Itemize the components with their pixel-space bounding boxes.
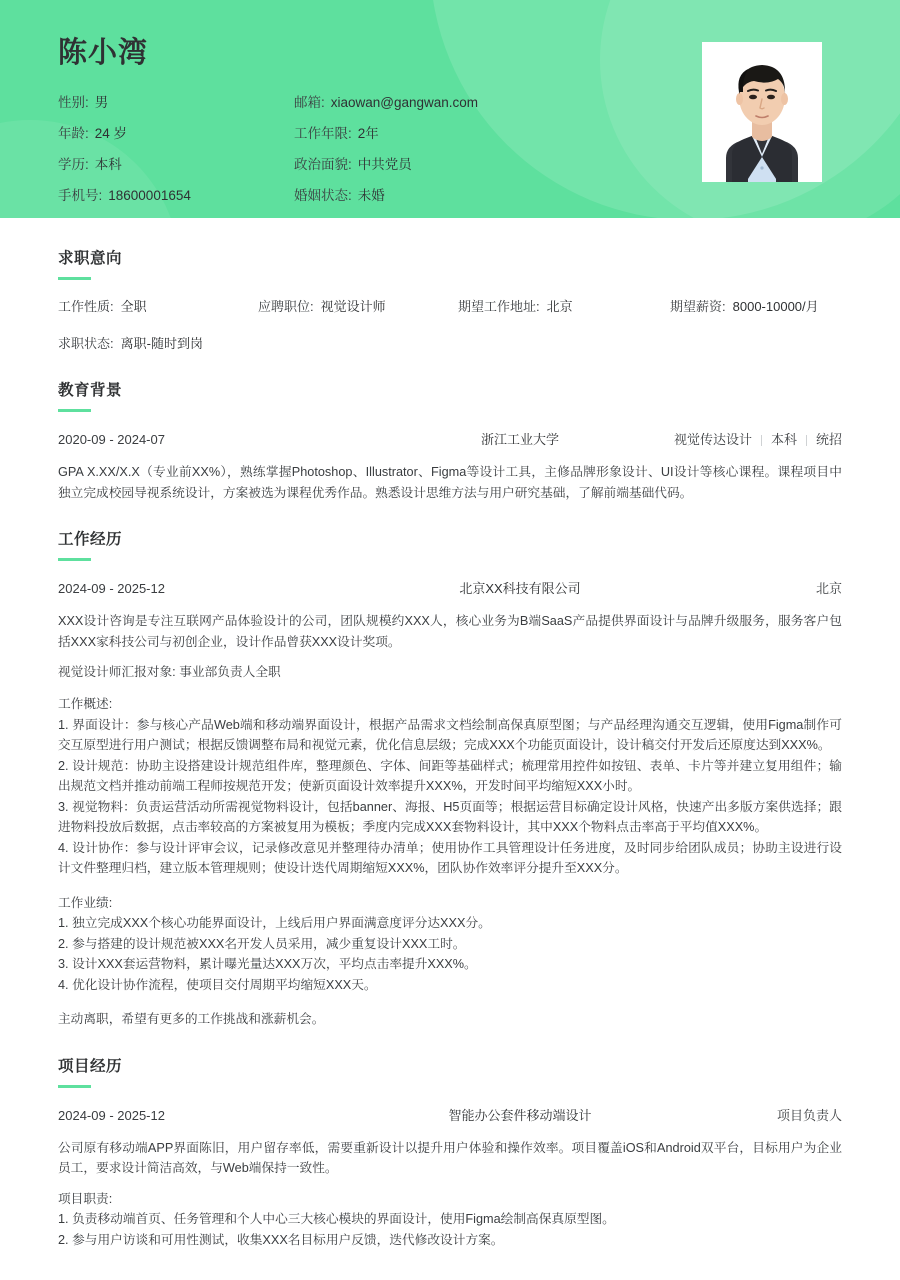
project-duty-item: 1. 负责移动端首页、任务管理和个人中心三大核心模块的界面设计，使用Figma绘制高保真原型图。 bbox=[58, 1212, 615, 1226]
project-duty-title: 项目职责: bbox=[58, 1191, 113, 1206]
resume-content bbox=[0, 218, 900, 1280]
work-overview-title: 工作概述: bbox=[58, 697, 113, 711]
work-achievement-item: 2. 参与搭建的设计规范被XXX名开发人员采用，减少重复设计XXX工时。 bbox=[58, 936, 466, 951]
section-underline bbox=[58, 1085, 91, 1088]
info-political-status-label: 政治面貌: bbox=[294, 156, 352, 172]
work-overview-item: 1. 界面设计：参与核心产品Web端和移动端界面设计，根据产品需求文档绘制高保真原型图；与产品经理沟通交互逻辑，使用Figma制作可交互原型进行用户测试；根据反馈调整布局和视觉元素，优化信息层级；完成XXX个功能页面设计，设计稿交付开发后还原度达到XXX%。 bbox=[58, 717, 842, 752]
education-tag-admission: 统招 bbox=[815, 432, 842, 447]
work-overview-item: 2. 设计规范：协助主设搭建设计规范组件库，整理颜色、字体、间距等基础样式；梳理常用控件如按钮、表单、卡片等并建立复用组件；输出规范文档并推动前端工程师按规范开发；使新页面设计效率提升XXX%，开发时间平均缩短XXX小时。 bbox=[58, 758, 842, 793]
candidate-name: 陈小湾 bbox=[58, 37, 149, 69]
intent-status bbox=[58, 334, 258, 354]
section-title-project-experience: 项目经历 bbox=[58, 1057, 123, 1075]
work-date: 2024-09 - 2025-12 bbox=[58, 581, 165, 596]
info-phone-label: 手机号: bbox=[58, 187, 103, 203]
work-entry-head bbox=[58, 578, 842, 600]
education-school: 浙江工业大学 bbox=[480, 432, 559, 447]
intent-status-value: 离职-随时到岗 bbox=[120, 336, 203, 351]
info-political-status bbox=[294, 155, 678, 175]
intent-status-label: 求职状态: bbox=[58, 336, 114, 351]
education-description: GPA X.XX/X.X（专业前XX%），熟练掌握Photoshop、Illustrator、Figma等设计工具，主修品牌形象设计、UI设计等核心课程。课程项目中独立完成校园导视系统设计，方案被选为课程优秀作品。熟悉设计思维方法与用户研究基础，了解前端基础代码。 bbox=[58, 465, 842, 500]
info-email bbox=[294, 93, 678, 113]
section-underline bbox=[58, 409, 91, 412]
work-meta-role: 视觉设计师 bbox=[58, 665, 122, 679]
info-phone-value: 18600001654 bbox=[108, 187, 191, 203]
intent-location-label: 期望工作地址: bbox=[458, 299, 540, 314]
intent-job-type-value: 全职 bbox=[120, 299, 147, 314]
section-project-experience bbox=[58, 1030, 842, 1251]
work-meta-report-to: 汇报对象: 事业部负责人 bbox=[121, 665, 256, 679]
info-experience-years bbox=[294, 124, 678, 144]
info-marital-status-value: 未婚 bbox=[357, 187, 385, 203]
tag-separator bbox=[806, 435, 807, 446]
section-underline bbox=[58, 558, 91, 561]
info-email-label: 邮箱: bbox=[294, 94, 325, 110]
intent-position-label: 应聘职位: bbox=[258, 299, 314, 314]
project-entry-head bbox=[58, 1105, 842, 1127]
info-email-value: xiaowan@gangwan.com bbox=[330, 94, 479, 110]
education-tag-degree: 本科 bbox=[770, 432, 797, 447]
candidate-photo bbox=[702, 42, 822, 182]
work-company-intro: XXX设计咨询是专注互联网产品体验设计的公司，团队规模约XXX人，核心业务为B端SaaS产品提供界面设计与品牌升级服务，服务客户包括XXX家科技公司与初创企业，设计作品曾获XXX设计奖项。 bbox=[58, 614, 842, 649]
resume-header bbox=[0, 0, 900, 218]
info-gender bbox=[58, 93, 294, 113]
work-overview-item: 4. 设计协作：参与设计评审会议，记录修改意见并整理待办清单；使用协作工具管理设计任务进度，及时同步给团队成员；协助主设进行设计文件整理归档，建立版本管理规则；使设计迭代周期缩短XXX%，团队协作效率评分提升至XXX分。 bbox=[58, 840, 842, 875]
info-marital-status-label: 婚姻状态: bbox=[294, 187, 352, 203]
work-achievement-item: 3. 设计XXX套运营物料，累计曝光量达XXX万次，平均点击率提升XXX%。 bbox=[58, 957, 477, 971]
work-company: 北京XX科技有限公司 bbox=[459, 581, 581, 596]
section-title-job-intention: 求职意向 bbox=[58, 250, 123, 267]
personal-info-grid bbox=[58, 93, 678, 206]
education-entry-head bbox=[58, 429, 842, 451]
section-job-intention bbox=[58, 218, 842, 354]
project-date: 2024-09 - 2025-12 bbox=[58, 1107, 165, 1123]
portrait-illustration bbox=[702, 42, 822, 182]
job-intention-row-1 bbox=[58, 297, 842, 317]
section-title-education: 教育背景 bbox=[58, 382, 123, 399]
work-meta-line bbox=[58, 662, 842, 682]
info-experience-years-label: 工作年限: bbox=[294, 125, 352, 141]
info-age bbox=[58, 124, 294, 144]
info-age-label: 年龄: bbox=[58, 125, 89, 141]
project-name: 智能办公套件移动端设计 bbox=[448, 1107, 592, 1123]
intent-position-value: 视觉设计师 bbox=[320, 299, 386, 314]
education-tag-major: 视觉传达设计 bbox=[673, 432, 752, 447]
work-meta-job-type: 全职 bbox=[255, 665, 281, 679]
work-achievement-item: 4. 优化设计协作流程，使项目交付周期平均缩短XXX天。 bbox=[58, 977, 377, 992]
intent-job-type bbox=[58, 297, 258, 317]
info-gender-value: 男 bbox=[94, 94, 109, 110]
section-work-experience bbox=[58, 503, 842, 1030]
intent-salary-value: 8000-10000/月 bbox=[732, 299, 819, 314]
info-age-value: 24 岁 bbox=[94, 125, 128, 141]
info-degree-label: 学历: bbox=[58, 156, 89, 172]
work-achievement-title: 工作业绩: bbox=[58, 895, 113, 910]
education-tag-list bbox=[674, 429, 842, 451]
info-marital-status bbox=[294, 186, 678, 206]
section-underline bbox=[58, 277, 91, 280]
project-name-wrap bbox=[398, 1105, 642, 1127]
education-school-wrap bbox=[398, 429, 642, 451]
section-education bbox=[58, 354, 842, 503]
intent-salary-label: 期望薪资: bbox=[670, 299, 726, 314]
info-political-status-value: 中共党员 bbox=[357, 156, 412, 172]
work-achievement-item: 1. 独立完成XXX个核心功能界面设计，上线后用户界面满意度评分达XXX分。 bbox=[58, 916, 491, 930]
work-overview-item: 3. 视觉物料：负责运营活动所需视觉物料设计，包括banner、海报、H5页面等；根据运营目标确定设计风格，快速产出多版方案供选择；跟进物料投放后数据，点击率较高的方案被复用为模板；季度内完成XXX套物料设计，其中XXX个物料点击率高于平均值XXX%。 bbox=[58, 799, 842, 834]
project-background: 公司原有移动端APP界面陈旧，用户留存率低，需要重新设计以提升用户体验和操作效率。项目覆盖iOS和Android双平台，目标用户为企业员工，要求设计简洁高效，与Web端保持一致性。 bbox=[58, 1140, 842, 1175]
intent-position bbox=[258, 297, 458, 317]
info-experience-years-value: 2年 bbox=[357, 125, 379, 141]
intent-job-type-label: 工作性质: bbox=[58, 299, 114, 314]
work-company-wrap bbox=[398, 578, 642, 600]
intent-location-value: 北京 bbox=[546, 299, 573, 314]
info-phone bbox=[58, 186, 294, 206]
info-degree-value: 本科 bbox=[94, 156, 122, 172]
education-date: 2020-09 - 2024-07 bbox=[58, 432, 165, 447]
project-duty-block bbox=[58, 1189, 842, 1251]
intent-salary bbox=[670, 297, 819, 317]
education-tags bbox=[642, 429, 842, 451]
section-title-work-experience: 工作经历 bbox=[58, 531, 123, 548]
work-overview-block bbox=[58, 694, 842, 879]
info-gender-label: 性别: bbox=[58, 94, 89, 110]
tag-separator bbox=[761, 435, 762, 446]
intent-location bbox=[458, 297, 670, 317]
work-achievement-block bbox=[58, 893, 842, 996]
project-duty-item: 2. 参与用户访谈和可用性测试，收集XXX名目标用户反馈，迭代修改设计方案。 bbox=[58, 1232, 504, 1247]
work-leave-reason: 主动离职，希望有更多的工作挑战和涨薪机会。 bbox=[58, 1012, 325, 1026]
project-role: 项目负责人 bbox=[776, 1107, 842, 1123]
info-degree bbox=[58, 155, 294, 175]
work-location: 北京 bbox=[815, 581, 842, 596]
job-intention-row-2 bbox=[58, 334, 842, 354]
